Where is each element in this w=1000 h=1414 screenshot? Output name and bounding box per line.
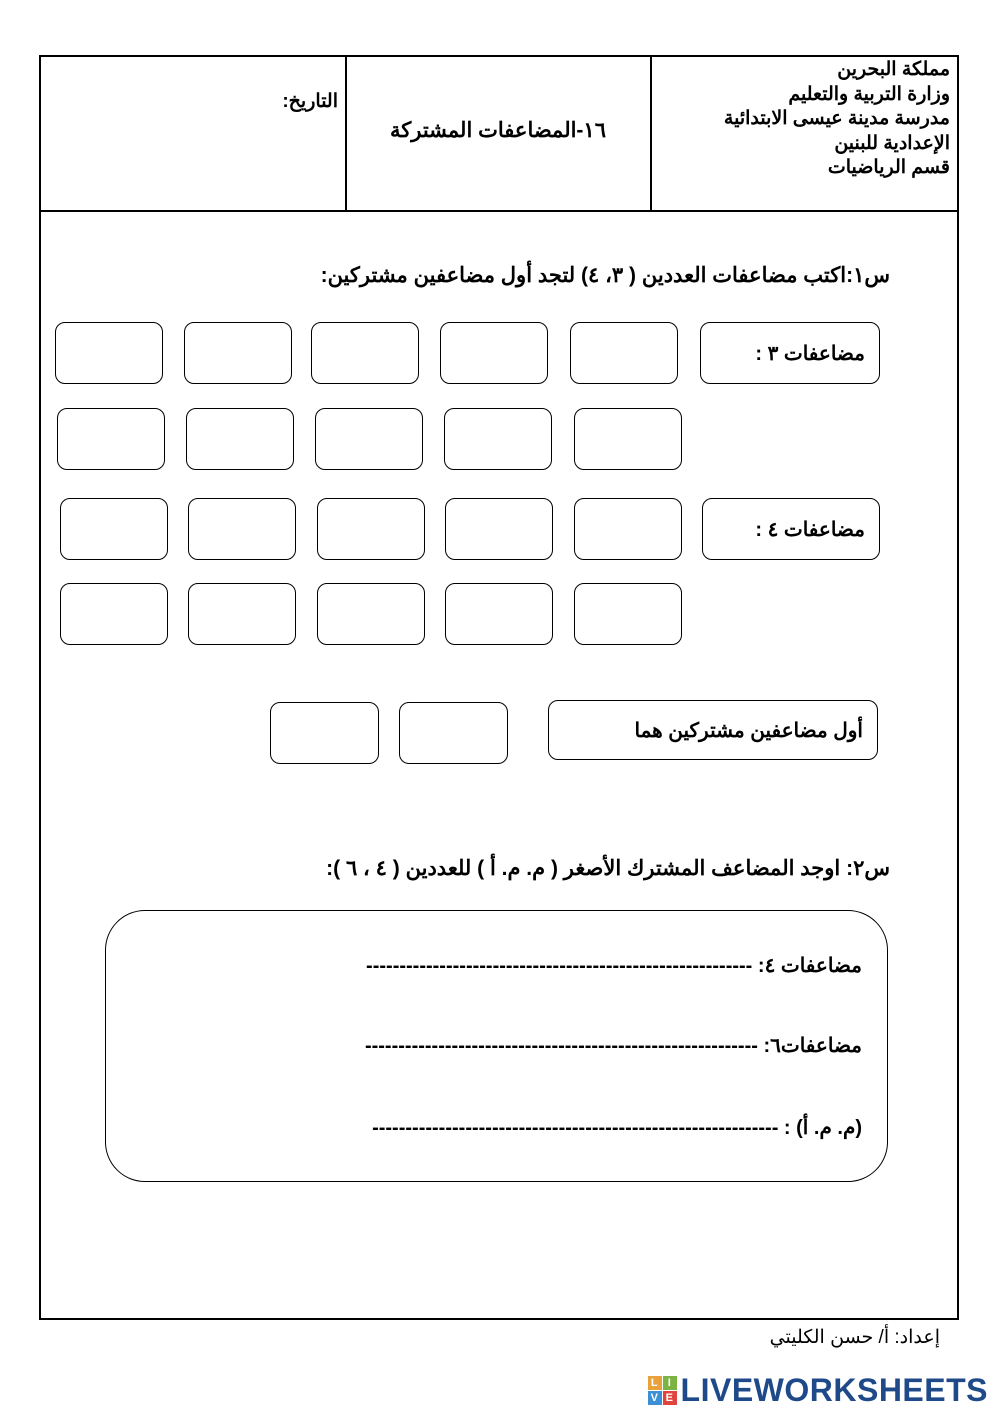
school-line: قسم الرياضيات: [827, 157, 950, 178]
answer-box[interactable]: [444, 408, 552, 470]
school-line: مدرسة مدينة عيسى الابتدائية: [723, 108, 950, 129]
answer-box[interactable]: [445, 583, 553, 645]
answer-box[interactable]: [445, 498, 553, 560]
answer-box[interactable]: [311, 322, 419, 384]
answer-box[interactable]: [60, 498, 168, 560]
answer-line-multiples-6[interactable]: مضاعفات٦: -----------------------------------------------------------: [364, 1035, 862, 1057]
answer-box[interactable]: [184, 322, 292, 384]
answer-line-lcm[interactable]: (م. م. أ) : -------------------------------------------------------------: [372, 1117, 862, 1139]
multiples-3-label: مضاعفات ٣ :: [700, 322, 880, 384]
answer-box[interactable]: [315, 408, 423, 470]
school-line: الإعدادية للبنين: [834, 132, 950, 154]
answer-box[interactable]: [188, 498, 296, 560]
answer-box[interactable]: [55, 322, 163, 384]
answer-line-multiples-4[interactable]: مضاعفات ٤: ----------------------------------------------------------: [366, 955, 862, 977]
question-2-prompt: س٢: اوجد المضاعف المشترك الأصغر ( م. م. أ ) للعددين ( ٤ ، ٦ ):: [326, 857, 890, 880]
header-divider: [39, 210, 957, 212]
header-column-divider: [345, 55, 347, 211]
multiples-4-label: مضاعفات ٤ :: [702, 498, 880, 560]
answer-box[interactable]: [574, 498, 682, 560]
liveworksheets-logo: [648, 1372, 988, 1409]
lesson-title: ١٦-المضاعفات المشتركة: [390, 119, 606, 142]
answer-box[interactable]: [574, 408, 682, 470]
answer-box[interactable]: [186, 408, 294, 470]
answer-box[interactable]: [440, 322, 548, 384]
school-line: مملكة البحرين: [837, 59, 950, 80]
school-info: [724, 58, 950, 181]
answer-box[interactable]: [317, 498, 425, 560]
header-column-divider: [650, 55, 652, 211]
brand-name: LIVEWORKSHEETS: [680, 1372, 988, 1408]
answer-box[interactable]: [317, 583, 425, 645]
answer-box[interactable]: [270, 702, 379, 764]
answer-box[interactable]: [399, 702, 508, 764]
question-1-prompt: س١:اكتب مضاعفات العددين ( ٣، ٤) لتجد أول مضاعفين مشتركين:: [320, 264, 890, 287]
answer-box[interactable]: [574, 583, 682, 645]
answer-box[interactable]: [57, 408, 165, 470]
school-line: وزارة التربية والتعليم: [788, 83, 950, 105]
answer-box[interactable]: [60, 583, 168, 645]
live-icon: L I V E: [648, 1376, 677, 1405]
author-credit: إعداد: أ/ حسن الكليتي: [769, 1327, 940, 1348]
answer-box[interactable]: [188, 583, 296, 645]
first-common-multiples-label: أول مضاعفين مشتركين هما: [548, 700, 878, 760]
date-label: التاريخ:: [282, 91, 338, 112]
answer-box[interactable]: [570, 322, 678, 384]
